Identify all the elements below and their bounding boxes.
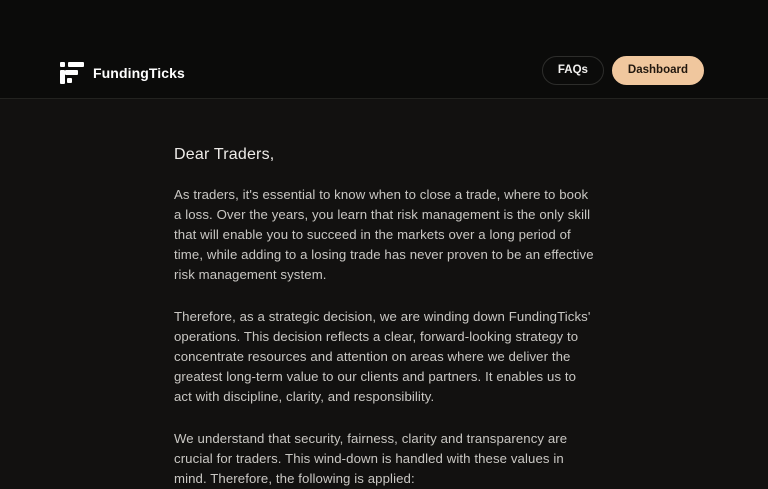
dashboard-button[interactable]: Dashboard <box>612 56 704 86</box>
letter-paragraph-2: Therefore, as a strategic decision, we are winding down FundingTicks' operations. This decision reflects a clear, forward-looking strategy to concentrate resources and attention on areas where we deliver the greatest long-term value to our clients and partners. It enables us to act with discipline, clarity, and responsibility. <box>174 309 591 404</box>
letter-paragraph-1: As traders, it's essential to know when to close a trade, where to book a loss. Over the years, you learn that risk management is the only skill that will enable you to succeed in the markets over a long period of time, while adding to a losing trade has never proven to be an effective risk management system. <box>174 187 594 282</box>
letter-content <box>174 99 594 489</box>
letter-greeting: Dear Traders, <box>174 146 275 163</box>
top-nav <box>0 0 768 99</box>
fundingticks-logo-icon <box>60 61 84 85</box>
faqs-button[interactable]: FAQs <box>542 56 604 86</box>
brand-name: FundingTicks <box>93 65 185 81</box>
nav-actions <box>542 56 704 86</box>
brand-logo[interactable] <box>60 61 185 85</box>
letter-paragraph-3: We understand that security, fairness, clarity and transparency are crucial for traders. This wind-down is handled with these values in mind. Therefore, the following is applied: <box>174 431 568 486</box>
